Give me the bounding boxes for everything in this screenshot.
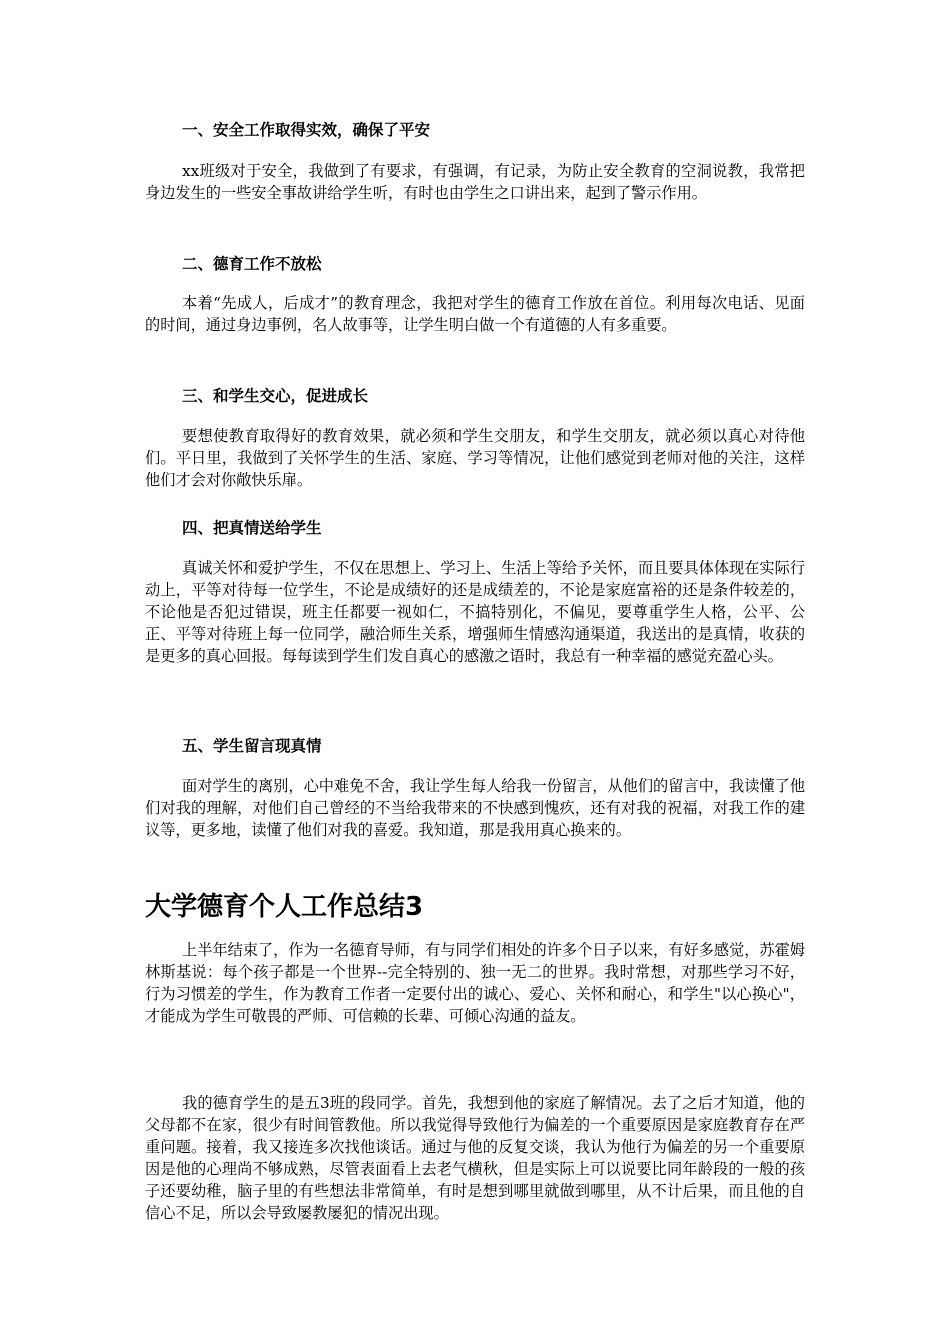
section-heading-3: 三、和学生交心，促进成长 bbox=[182, 387, 369, 405]
section-heading-2: 二、德育工作不放松 bbox=[182, 255, 322, 273]
section-heading-1: 一、安全工作取得实效，确保了平安 bbox=[182, 121, 431, 139]
section-heading-4: 四、把真情送给学生 bbox=[182, 519, 322, 537]
section-body-4: 真诚关怀和爱护学生，不仅在思想上、学习上、生活上等给予关怀，而且要具体体现在实际行动上，平等对待每一位学生，不论是成绩好的还是成绩差的，不论是家庭富裕的还是条件较差的，不论他是否犯过错误，班主任都要一视如仁，不搞特别化，不偏见，要尊重学生人格，公平、公正、平等对待班上每一位同学，融洽师生关系，增强师生情感沟通渠道，我送出的是真情，收获的是更多的真心回报。每每读到学生们发自真心的感激之语时，我总有一种幸福的感觉充盈心头。 bbox=[145, 559, 805, 665]
article-title: 大学德育个人工作总结3 bbox=[145, 892, 424, 922]
section-body-1: xx班级对于安全，我做到了有要求，有强调，有记录，为防止安全教育的空洞说教，我常把身边发生的一些安全事故讲给学生听，有时也由学生之口讲出来，起到了警示作用。 bbox=[145, 162, 805, 202]
section-body-3: 要想使教育取得好的教育效果，就必须和学生交朋友，和学生交朋友，就必须以真心对待他们。平日里，我做到了关怀学生的生活、家庭、学习等情况，让他们感觉到老师对他的关注，这样他们才会对你敞快乐扉。 bbox=[145, 427, 805, 489]
section-body-5: 面对学生的离别，心中难免不舍，我让学生每人给我一份留言，从他们的留言中，我读懂了他们对我的理解，对他们自己曾经的不当给我带来的不快感到愧疚，还有对我的祝福，对我工作的建议等，更多地，读懂了他们对我的喜爱。我知道，那是我用真心换来的。 bbox=[145, 777, 805, 839]
article-paragraph-1: 上半年结束了，作为一名德育导师，有与同学们相处的许多个日子以来，有好多感觉，苏霍姆林斯基说：每个孩子都是一个世界--完全特别的、独一无二的世界。我时常想，对那些学习不好，行为习惯差的学生，作为教育工作者一定要付出的诚心、爱心、关怀和耐心，和学生"以心换心"，才能成为学生可敬畏的严师、可信赖的长辈、可倾心沟通的益友。 bbox=[145, 941, 805, 1025]
article-paragraph-2: 我的德育学生的是五3班的段同学。首先，我想到他的家庭了解情况。去了之后才知道，他的父母都不在家，很少有时间管教他。所以我觉得导致他行为偏差的一个重要原因是家庭教育存在严重问题。接着，我又接连多次找他谈话。通过与他的反复交谈，我认为他行为偏差的另一个重要原因是他的心理尚不够成熟，尽管表面看上去老气横秋，但是实际上可以说要比同年龄段的一般的孩子还要幼稚，脑子里的有些想法非常简单，有时是想到哪里就做到哪里，从不计后果，而且他的自信心不足，所以会导致屡教屡犯的情况出现。 bbox=[145, 1094, 805, 1222]
section-body-2: 本着“先成人，后成才”的教育理念，我把对学生的德育工作放在首位。利用每次电话、见面的时间，通过身边事例，名人故事等，让学生明白做一个有道德的人有多重要。 bbox=[145, 294, 805, 334]
section-heading-5: 五、学生留言现真情 bbox=[182, 737, 322, 755]
